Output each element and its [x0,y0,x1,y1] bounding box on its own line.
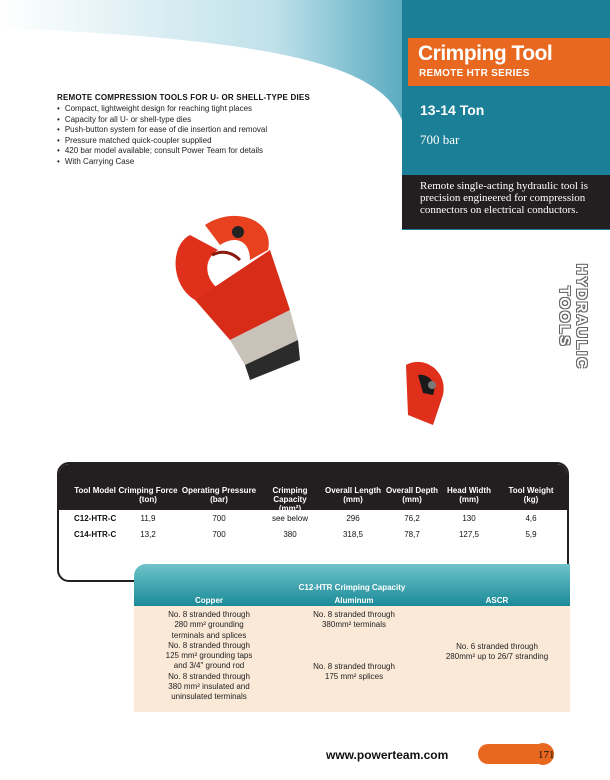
table-cell: 380 [283,530,297,539]
table-cell: see below [271,514,309,523]
spec-table-header [59,464,569,513]
page-title: Crimping Tool [418,42,553,65]
copper-cell: No. 8 stranded through 280 mm² grounding terminals and splices No. 8 stranded through 125 mm² grounding taps and 3/4" ground rod No. 8 stranded through 380 mm² insulated and uninsulated terminals [165,610,253,702]
crimping-tool-image [150,190,360,390]
col-header-overall-length: Overall Length (mm) [325,486,382,504]
features-list [57,104,267,167]
table-cell: 127,5 [458,530,480,539]
feature-item: • Compact, lightweight design for reaching tight places [57,104,267,115]
table-cell: 13,2 [140,530,156,539]
col-header-crimping-capacity: Crimping Capacity (mm²) [272,486,308,513]
capacity-table [134,564,570,712]
page-number: 171 [538,749,555,761]
table-cell-model: C14-HTR-C [74,530,117,539]
table-cell: 5,9 [525,530,537,539]
aluminum-cell: No. 8 stranded through 380mm² terminals [313,610,395,630]
col-header-tool-weight: Tool Weight (kg) [508,486,554,504]
table-cell: 130 [462,514,476,523]
capacity-table-title: C12-HTR Crimping Capacity [298,583,406,592]
col-header-crimping-force: Crimping Force (ton) [118,486,178,504]
col-header-overall-depth: Overall Depth (mm) [385,486,438,504]
tonnage-label: 13-14 Ton [420,102,485,118]
table-cell: 76,2 [404,514,420,523]
col-header-operating-pressure: Operating Pressure (bar) [181,486,257,504]
table-cell: 78,7 [404,530,420,539]
table-cell: 296 [346,514,360,523]
feature-item: • Capacity for all U- or shell-type dies [57,115,267,126]
pressure-label: 700 bar [420,132,460,147]
crimping-head-image [398,355,458,435]
col-header-tool-model: Tool Model [74,486,116,495]
table-cell: 11,9 [140,514,156,523]
table-cell: 318,5 [342,530,364,539]
table-cell: 4,6 [525,514,537,523]
col-header-aluminum: Aluminum [334,596,374,605]
col-header-ascr: ASCR [485,596,509,605]
table-cell-model: C12-HTR-C [74,514,117,523]
features-heading: REMOTE COMPRESSION TOOLS FOR U- OR SHELL-TYPE DIES [57,93,310,102]
feature-item: • 420 bar model available; consult Power Team for details [57,146,267,157]
col-header-head-width: Head Width (mm) [447,486,491,504]
feature-item: • Push-button system for ease of die insertion and removal [57,125,267,136]
product-description: Remote single-acting hydraulic tool is precision engineered for compression connectors on electrical conductors. [420,180,589,216]
aluminum-cell: No. 8 stranded through 175 mm² splices [313,662,395,682]
capacity-table-body [134,606,570,712]
feature-item: • Pressure matched quick-coupler supplied [57,136,267,147]
table-cell: 700 [212,514,226,523]
table-cell: 700 [212,530,226,539]
series-subtitle: REMOTE HTR SERIES [419,68,530,79]
ascr-cell: No. 6 stranded through 280mm² up to 26/7 stranding [445,642,549,662]
feature-item: • With Carrying Case [57,157,267,168]
col-header-copper: Copper [195,596,223,605]
footer-url[interactable]: www.powerteam.com [326,748,449,762]
section-side-label: HYDRAULIC TOOLS [556,263,590,371]
